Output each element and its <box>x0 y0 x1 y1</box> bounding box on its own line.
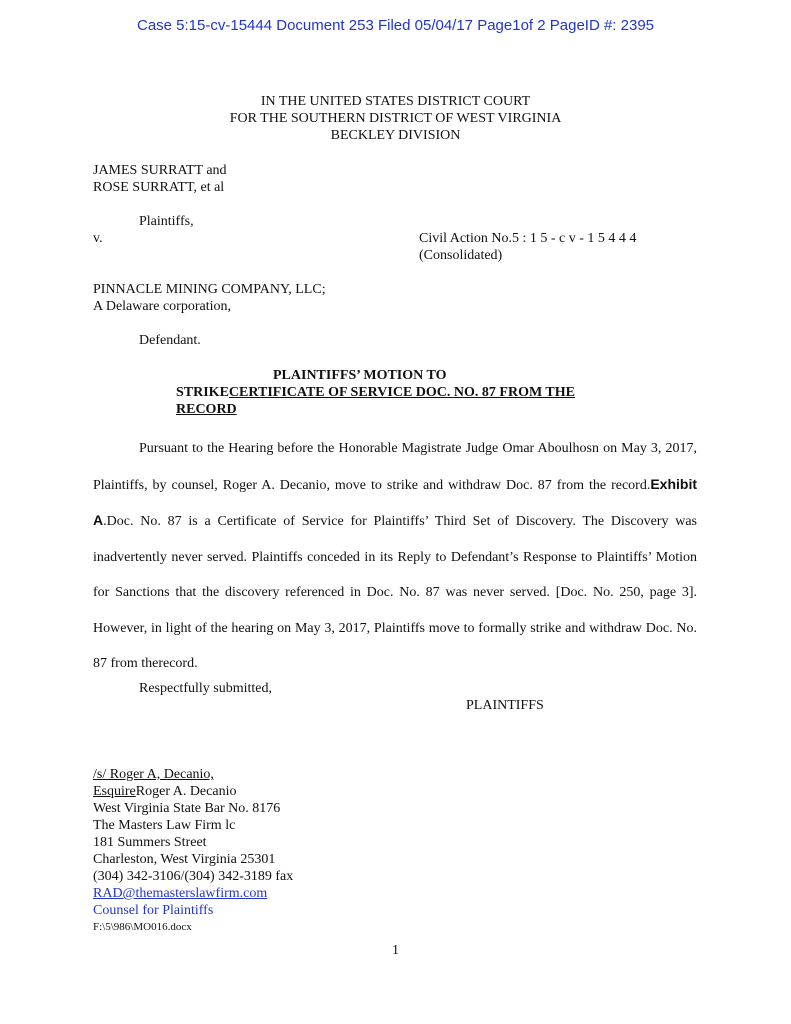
consolidated-label: (Consolidated) <box>419 248 503 263</box>
city-state-zip: Charleston, West Virginia 25301 <box>93 852 276 867</box>
motion-title-line-3: RECORD <box>176 402 237 417</box>
court-name-line-2: FOR THE SOUTHERN DISTRICT OF WEST VIRGINIA <box>229 111 562 126</box>
defendant-label: Defendant. <box>139 333 201 348</box>
exhibit-a-reference: Exhibit A <box>93 475 697 528</box>
defendant-name-line-2: A Delaware corporation, <box>93 299 231 314</box>
attorney-name: Roger A. Decanio <box>135 784 237 799</box>
court-name-line-1: IN THE UNITED STATES DISTRICT COURT <box>260 94 531 109</box>
court-division: BECKLEY DIVISION <box>330 128 461 143</box>
attorney-name-line <box>93 783 236 800</box>
street-address: 181 Summers Street <box>93 835 207 850</box>
plaintiff-name-line-2: ROSE SURRATT, et al <box>93 180 225 195</box>
law-firm-name: The Masters Law Firm lc <box>93 818 236 833</box>
motion-title-line-1: PLAINTIFFS’ MOTION TO <box>273 368 447 383</box>
counsel-label: Counsel for Plaintiffs <box>93 903 214 918</box>
motion-body-paragraph <box>93 431 697 682</box>
plaintiffs-label: Plaintiffs, <box>139 214 194 229</box>
page-number: 1 <box>392 943 399 958</box>
motion-title-strike: STRIKE <box>176 385 229 400</box>
file-path: F:\5\986\MO016.docx <box>93 921 192 933</box>
plaintiff-name-line-1: JAMES SURRATT and <box>93 163 227 178</box>
versus-label: v. <box>93 231 103 246</box>
email-link[interactable]: RAD@themasterslawfirm.com <box>93 886 268 901</box>
body-text-part-1: Pursuant to the Hearing before the Honorable Magistrate Judge Omar Aboulhosn on May 3, 2017, Plaintiffs, by counsel, Roger A. Decanio, move to strike and withdraw Doc. 87 from the record. <box>93 441 697 493</box>
civil-action-number: Civil Action No.5 : 1 5 - c v - 1 5 4 4 4 <box>419 231 637 246</box>
motion-title-line-2 <box>176 384 575 401</box>
motion-title-certificate: CERTIFICATE OF SERVICE DOC. NO. 87 FROM THE <box>228 385 575 400</box>
respectfully-submitted: Respectfully submitted, <box>139 681 272 696</box>
esquire-label: Esquire <box>93 784 136 799</box>
bar-number: West Virginia State Bar No. 8176 <box>93 801 281 816</box>
signature-line: /s/ Roger A, Decanio, <box>93 767 214 782</box>
phone-fax: (304) 342-3106/(304) 342-3189 fax <box>93 869 294 884</box>
body-text-part-2: .Doc. No. 87 is a Certificate of Service for Plaintiffs’ Third Set of Discovery. The Discovery was inadvertently never served. Plaintiffs conceded in its Reply to Defendant’s Response to Plaintiffs’ Motion for Sanctions that the discovery referenced in Doc. No. 87 was never served. [Doc. No. 250, page 3]. However, in light of the hearing on May 3, 2017, Plaintiffs move to formally strike and withdraw Doc. No. 87 from therecord. <box>93 514 697 671</box>
filing-header-stamp: Case 5:15-cv-15444 Document 253 Filed 05/04/17 Page1of 2 PageID #: 2395 <box>136 17 655 34</box>
defendant-name-line-1: PINNACLE MINING COMPANY, LLC; <box>93 282 326 297</box>
party-plaintiffs: PLAINTIFFS <box>466 698 544 713</box>
